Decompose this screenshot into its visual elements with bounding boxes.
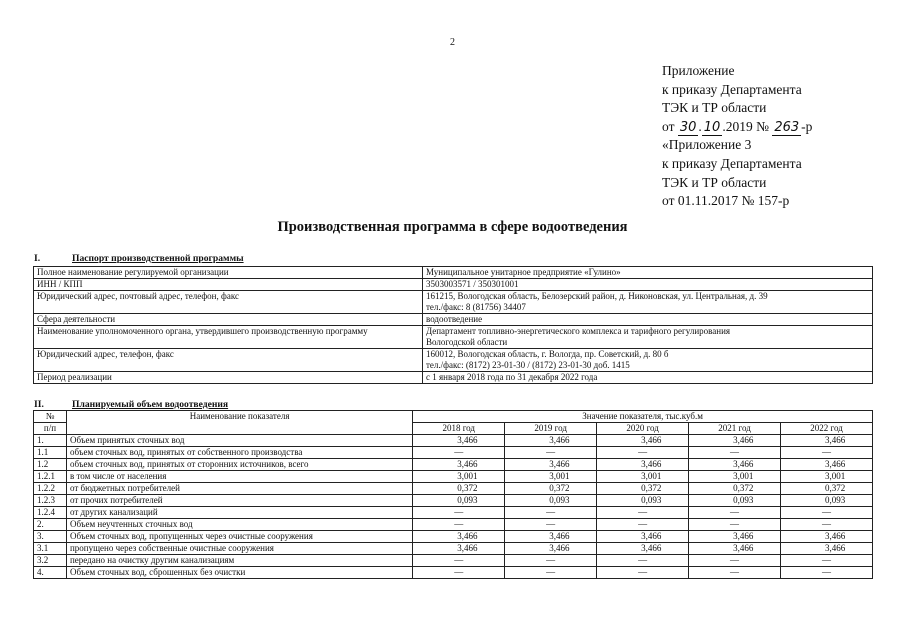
- table-row: [34, 555, 873, 567]
- header-year: 2021 год: [689, 423, 781, 435]
- row-value: 3,001: [505, 471, 597, 483]
- header-name: Наименование показателя: [66, 411, 412, 435]
- header-num: №: [34, 411, 67, 423]
- row-value: 3,466: [781, 531, 873, 543]
- row-value: 3,466: [505, 435, 597, 447]
- row-value: 0,093: [689, 495, 781, 507]
- row-value: —: [413, 447, 505, 459]
- row-value: —: [505, 507, 597, 519]
- table-row: [34, 519, 873, 531]
- header-num-2: п/п: [34, 423, 67, 435]
- appendix-date-line: от 30 . 10 .2019 № 263 -р: [662, 118, 813, 135]
- row-value: 3,466: [689, 459, 781, 471]
- passport-row: [34, 314, 873, 326]
- row-number: 1.2: [34, 459, 67, 471]
- passport-row: [34, 279, 873, 291]
- row-value: —: [689, 519, 781, 531]
- row-value: —: [781, 555, 873, 567]
- row-name: в том числе от населения: [66, 471, 412, 483]
- row-value: 3,001: [781, 471, 873, 483]
- passport-row: [34, 267, 873, 279]
- passport-value-line: 160012, Вологодская область, г. Вологда, пр. Советский, д. 80 б: [426, 349, 669, 359]
- section-title: Паспорт производственной программы: [72, 253, 244, 264]
- passport-value: [423, 314, 873, 326]
- row-value: —: [413, 555, 505, 567]
- date-prefix: от: [662, 118, 675, 134]
- row-value: —: [413, 507, 505, 519]
- date-year-no: .2019 №: [722, 118, 769, 134]
- row-value: 0,093: [781, 495, 873, 507]
- row-value: —: [597, 507, 689, 519]
- row-number: 1.2.4: [34, 507, 67, 519]
- row-name: пропущено через собственные очистные сооружения: [66, 543, 412, 555]
- row-value: 3,466: [689, 543, 781, 555]
- passport-value-line: Муниципальное унитарное предприятие «Гулино»: [426, 267, 621, 277]
- row-value: —: [781, 519, 873, 531]
- row-value: 3,466: [505, 459, 597, 471]
- row-value: 0,372: [413, 483, 505, 495]
- passport-label: Наименование уполномоченного органа, утвердившего производственную программу: [34, 326, 423, 349]
- row-value: 3,466: [781, 459, 873, 471]
- passport-value: [423, 279, 873, 291]
- appendix-line: ТЭК и ТР области: [662, 174, 767, 190]
- appendix-line: от 01.11.2017 № 157-р: [662, 193, 790, 209]
- passport-value-line: 3503003571 / 350301001: [426, 279, 519, 289]
- row-value: 3,466: [781, 543, 873, 555]
- row-value: —: [689, 447, 781, 459]
- document-title: Производственная программа в сфере водоотведения: [277, 219, 628, 235]
- passport-table: [33, 266, 873, 384]
- appendix-line: ТЭК и ТР области: [662, 100, 767, 116]
- passport-value-line: Департамент топливно-энергетического комплекса и тарифного регулирования: [426, 326, 731, 336]
- passport-value-line: 161215, Вологодская область, Белозерский район, д. Никоновская, ул. Центральная, д. 39: [426, 291, 768, 301]
- handwritten-day: 30: [679, 119, 697, 135]
- row-number: 1.2.1: [34, 471, 67, 483]
- row-value: 0,372: [781, 483, 873, 495]
- row-value: 3,466: [781, 435, 873, 447]
- passport-value-line: с 1 января 2018 года по 31 декабря 2022 года: [426, 372, 598, 382]
- row-value: —: [689, 555, 781, 567]
- row-name: Объем неучтенных сточных вод: [66, 519, 412, 531]
- row-value: 3,466: [597, 531, 689, 543]
- row-name: от других канализаций: [66, 507, 412, 519]
- table-row: [34, 507, 873, 519]
- header-year: 2020 год: [597, 423, 689, 435]
- row-number: 3.2: [34, 555, 67, 567]
- row-value: —: [781, 567, 873, 579]
- row-value: 3,466: [597, 543, 689, 555]
- row-name: Объем сточных вод, сброшенных без очистки: [66, 567, 412, 579]
- passport-value-line: тел./факс: 8 (81756) 34407: [426, 302, 526, 312]
- row-value: 3,001: [597, 471, 689, 483]
- passport-label: Юридический адрес, телефон, факс: [34, 349, 423, 372]
- row-value: 3,466: [413, 531, 505, 543]
- row-value: —: [413, 567, 505, 579]
- section-title: Планируемый объем водоотведения: [72, 399, 229, 410]
- row-value: 3,466: [413, 543, 505, 555]
- section-1-heading: [34, 253, 244, 264]
- row-value: 0,372: [505, 483, 597, 495]
- table-row: [34, 471, 873, 483]
- passport-value-line: Вологодской области: [426, 337, 508, 347]
- table-row: [34, 543, 873, 555]
- row-number: 2.: [34, 519, 67, 531]
- appendix-line: к приказу Департамента: [662, 81, 802, 97]
- row-number: 4.: [34, 567, 67, 579]
- passport-value-line: водоотведение: [426, 314, 483, 324]
- row-value: —: [597, 447, 689, 459]
- table-row: [34, 567, 873, 579]
- row-value: 0,372: [597, 483, 689, 495]
- appendix-line: к приказу Департамента: [662, 155, 802, 171]
- row-value: 3,466: [413, 459, 505, 471]
- row-value: 0,372: [689, 483, 781, 495]
- row-value: 0,093: [505, 495, 597, 507]
- passport-row: [34, 372, 873, 384]
- row-value: 3,466: [505, 531, 597, 543]
- row-value: 3,001: [689, 471, 781, 483]
- handwritten-month: 10: [703, 119, 721, 135]
- row-name: Объем принятых сточных вод: [66, 435, 412, 447]
- passport-value: [423, 326, 873, 349]
- table-row: [34, 495, 873, 507]
- row-value: —: [505, 567, 597, 579]
- page-number: 2: [450, 37, 455, 48]
- passport-value: [423, 349, 873, 372]
- row-value: —: [505, 519, 597, 531]
- row-value: —: [597, 519, 689, 531]
- passport-label: Сфера деятельности: [34, 314, 423, 326]
- row-value: —: [689, 507, 781, 519]
- row-value: 3,466: [689, 531, 781, 543]
- row-name: объем сточных вод, принятых от собственного производства: [66, 447, 412, 459]
- passport-value-line: тел./факс: (8172) 23-01-30 / (8172) 23-01-30 доб. 1415: [426, 360, 630, 370]
- row-value: 3,466: [597, 435, 689, 447]
- passport-value: [423, 291, 873, 314]
- table-row: [34, 531, 873, 543]
- passport-label: Юридический адрес, почтовый адрес, телефон, факс: [34, 291, 423, 314]
- row-number: 3.1: [34, 543, 67, 555]
- section-2-heading: [34, 399, 228, 410]
- row-number: 1.2.3: [34, 495, 67, 507]
- section-number: II.: [34, 399, 44, 410]
- passport-row: [34, 326, 873, 349]
- row-value: —: [597, 555, 689, 567]
- header-year: 2019 год: [505, 423, 597, 435]
- table-row: [34, 483, 873, 495]
- row-number: 1.1: [34, 447, 67, 459]
- row-name: объем сточных вод, принятых от сторонних источников, всего: [66, 459, 412, 471]
- appendix-line: Приложение: [662, 63, 735, 78]
- row-value: —: [505, 555, 597, 567]
- row-value: —: [413, 519, 505, 531]
- appendix-line: «Приложение 3: [662, 137, 752, 153]
- row-value: —: [689, 567, 781, 579]
- row-value: —: [781, 507, 873, 519]
- row-name: Объем сточных вод, пропущенных через очистные сооружения: [66, 531, 412, 543]
- row-number: 3.: [34, 531, 67, 543]
- handwritten-order-number: 263: [774, 119, 800, 135]
- table-row: [34, 435, 873, 447]
- passport-row: [34, 349, 873, 372]
- passport-value: [423, 372, 873, 384]
- row-value: —: [781, 447, 873, 459]
- row-number: 1.: [34, 435, 67, 447]
- passport-label: Период реализации: [34, 372, 423, 384]
- row-name: от прочих потребителей: [66, 495, 412, 507]
- order-suffix: -р: [801, 118, 813, 134]
- row-number: 1.2.2: [34, 483, 67, 495]
- row-value: 0,093: [413, 495, 505, 507]
- passport-label: ИНН / КПП: [34, 279, 423, 291]
- row-name: от бюджетных потребителей: [66, 483, 412, 495]
- header-values: Значение показателя, тыс.куб.м: [413, 411, 873, 423]
- passport-row: [34, 291, 873, 314]
- row-value: —: [505, 447, 597, 459]
- table-row: [34, 459, 873, 471]
- row-value: —: [597, 567, 689, 579]
- row-value: 3,466: [689, 435, 781, 447]
- row-value: 3,001: [413, 471, 505, 483]
- volume-table: [33, 410, 873, 579]
- row-value: 3,466: [505, 543, 597, 555]
- row-value: 3,466: [597, 459, 689, 471]
- row-value: 0,093: [597, 495, 689, 507]
- header-year: 2022 год: [781, 423, 873, 435]
- row-value: 3,466: [413, 435, 505, 447]
- row-name: передано на очистку другим канализациям: [66, 555, 412, 567]
- appendix-block: [662, 62, 892, 211]
- passport-label: Полное наименование регулируемой организации: [34, 267, 423, 279]
- table-row: [34, 447, 873, 459]
- passport-value: [423, 267, 873, 279]
- header-year: 2018 год: [413, 423, 505, 435]
- section-number: I.: [34, 253, 41, 264]
